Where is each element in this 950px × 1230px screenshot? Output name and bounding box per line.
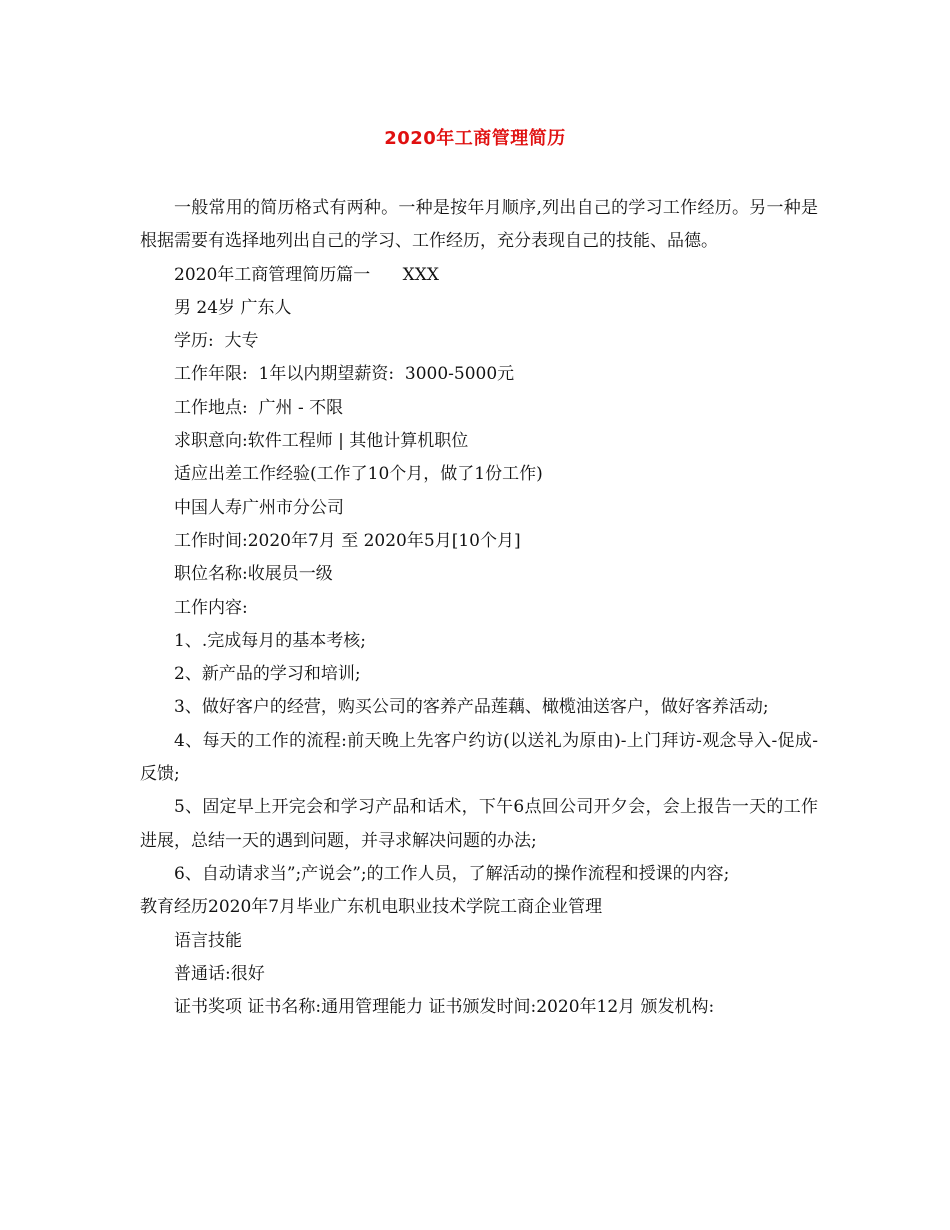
paragraph-work-content-label: 工作内容: (174, 597, 248, 618)
paragraph-work-location: 工作地点: 广州 - 不限 (174, 397, 344, 418)
paragraph-position: 职位名称:收展员一级 (174, 564, 333, 585)
paragraph-duty-5: 5、固定早上开完会和学习产品和话术，下午6点回公司开夕会，会上报告一天的工作进展，总结一天的遇到问题，并寻求解决问题的办法; (140, 797, 818, 851)
paragraph-basic-info: 男 24岁 广东人 (174, 297, 292, 318)
paragraph-duty-3: 3、做好客户的经营，购买公司的客养产品莲藕、橄榄油送客户，做好客养活动; (174, 697, 769, 718)
paragraph-company: 中国人寿广州市分公司 (174, 497, 344, 518)
paragraph-education-level: 学历: 大专 (174, 331, 259, 352)
paragraph-duty-6: 6、自动请求当”;产说会”;的工作人员，了解活动的操作流程和授课的内容; (174, 863, 730, 884)
paragraph-resume-heading: 2020年工商管理简历篇一 XXX (174, 264, 439, 285)
document-body (140, 192, 818, 1024)
paragraph-certificates: 证书奖项 证书名称:通用管理能力 证书颁发时间:2020年12月 颁发机构: (174, 997, 715, 1018)
paragraph-job-intention: 求职意向:软件工程师 | 其他计算机职位 (174, 431, 469, 452)
paragraph-work-time: 工作时间:2020年7月 至 2020年5月[10个月] (174, 530, 521, 551)
paragraph-intro: 一般常用的简历格式有两种。一种是按年月顺序,列出自己的学习工作经历。另一种是根据需要有选择地列出自己的学习、工作经历，充分表现自己的技能、品德。 (140, 198, 818, 252)
paragraph-work-years-salary: 工作年限: 1年以内期望薪资: 3000-5000元 (174, 364, 515, 385)
paragraph-duty-1: 1、.完成每月的基本考核; (174, 630, 366, 651)
paragraph-mandarin: 普通话:很好 (174, 963, 265, 984)
document-title: 2020年工商管理简历 (384, 128, 566, 149)
paragraph-duty-2: 2、新产品的学习和培训; (174, 664, 361, 685)
paragraph-duty-4: 4、每天的工作的流程:前天晚上先客户约访(以送礼为原由)-上门拜访-观念导入-促成-反馈; (140, 730, 818, 785)
paragraph-language-skills: 语言技能 (174, 930, 242, 951)
paragraph-education-history: 教育经历2020年7月毕业广东机电职业技术学院工商企业管理 (140, 897, 603, 918)
paragraph-work-experience: 适应出差工作经验(工作了10个月，做了1份工作) (174, 464, 543, 485)
